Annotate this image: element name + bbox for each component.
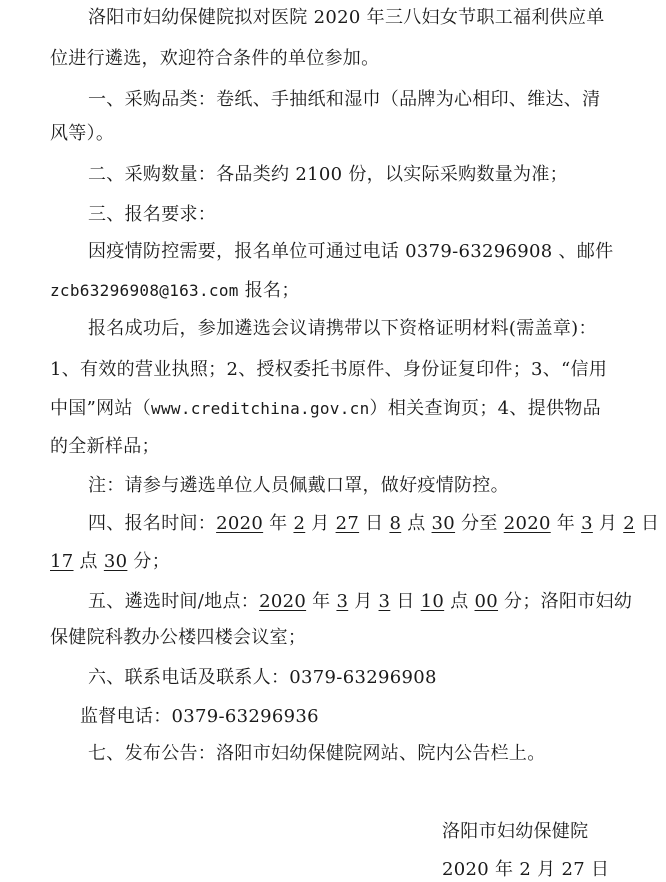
day-unit: 日 xyxy=(359,513,390,534)
day-unit: 日 xyxy=(390,591,421,612)
section-6-contact: 六、联系电话及联系人：0379-63296908 xyxy=(88,667,437,688)
signature-org: 洛阳市妇幼保健院 xyxy=(442,821,589,842)
section-3-p2-line-1: 报名成功后，参加遴选会议请携带以下资格证明材料(需盖章)： xyxy=(88,318,597,339)
section-3-p1-line-1: 因疫情防控需要，报名单位可通过电话 0379-63296908 、邮件 xyxy=(88,241,614,262)
hour-unit: 点 xyxy=(444,591,475,612)
section-4-line-2 xyxy=(50,550,170,574)
end-day: 2 xyxy=(623,513,635,534)
location-prefix: 分；洛阳市妇幼 xyxy=(498,591,633,612)
intro-line-1: 洛阳市妇幼保健院拟对医院 2020 年三八妇女节职工福利供应单 xyxy=(88,7,605,28)
end-minute: 30 xyxy=(103,551,128,572)
section-3-title: 三、报名要求： xyxy=(88,204,217,225)
year-unit: 年 xyxy=(263,513,294,534)
section-5-line-2: 保健院科教办公楼四楼会议室； xyxy=(50,627,307,648)
signature-date: 2020 年 2 月 27 日 xyxy=(442,859,610,880)
selection-day: 3 xyxy=(378,591,391,612)
minute-unit: 分； xyxy=(127,551,170,572)
email-address: zcb63296908@163.com xyxy=(50,281,239,300)
selection-minute: 00 xyxy=(474,591,499,612)
month-unit: 月 xyxy=(305,513,336,534)
selection-month: 3 xyxy=(336,591,349,612)
hour-unit: 点 xyxy=(73,551,104,572)
month-unit: 月 xyxy=(592,513,624,534)
section-7-line-1: 七、发布公告：洛阳市妇幼保健院网站、院内公告栏上。 xyxy=(88,743,546,764)
selection-hour: 10 xyxy=(420,591,445,612)
year-unit: 年 xyxy=(306,591,337,612)
section-3-note: 注：请参与遴选单位人员佩戴口罩，做好疫情防控。 xyxy=(88,475,509,496)
start-month: 2 xyxy=(293,513,306,534)
email-suffix: 报名； xyxy=(238,280,300,301)
minute-to-unit: 分至 xyxy=(455,513,504,534)
start-hour: 8 xyxy=(389,513,402,534)
registration-time-label: 四、报名时间： xyxy=(88,513,217,534)
start-year: 2020 xyxy=(216,513,264,534)
day-unit: 日 xyxy=(634,513,660,534)
month-unit: 月 xyxy=(348,591,379,612)
section-3-p2-line-2: 1、有效的营业执照；2、授权委托书原件、身份证复印件；3、“信用 xyxy=(50,359,608,380)
section-4-line-1 xyxy=(88,512,659,536)
creditchina-suffix: ）相关查询页；4、提供物品 xyxy=(369,398,601,419)
section-3-p1-line-2 xyxy=(50,279,300,303)
end-hour: 17 xyxy=(50,551,74,572)
year-unit: 年 xyxy=(550,513,582,534)
supervision-phone: 监督电话：0379-63296936 xyxy=(80,706,319,727)
creditchina-prefix: 中国”网站（ xyxy=(50,398,152,419)
section-5-line-1 xyxy=(88,590,632,614)
selection-time-label: 五、遴选时间/地点： xyxy=(88,591,260,612)
section-2-line-1: 二、采购数量：各品类约 2100 份，以实际采购数量为准； xyxy=(88,164,568,185)
creditchina-url: www.creditchina.gov.cn xyxy=(151,399,370,418)
end-month: 3 xyxy=(581,513,593,534)
hour-unit: 点 xyxy=(401,513,432,534)
section-1-line-2: 风等）。 xyxy=(50,123,115,144)
section-3-p2-line-4: 的全新样品； xyxy=(50,436,160,457)
section-3-p2-line-3 xyxy=(50,397,601,421)
section-1-line-1: 一、采购品类：卷纸、手抽纸和湿巾（品牌为心相印、维达、清 xyxy=(88,89,601,110)
selection-year: 2020 xyxy=(259,591,307,612)
start-minute: 30 xyxy=(431,513,456,534)
intro-line-2: 位进行遴选，欢迎符合条件的单位参加。 xyxy=(50,48,380,69)
end-year: 2020 xyxy=(503,513,551,534)
start-day: 27 xyxy=(335,513,360,534)
